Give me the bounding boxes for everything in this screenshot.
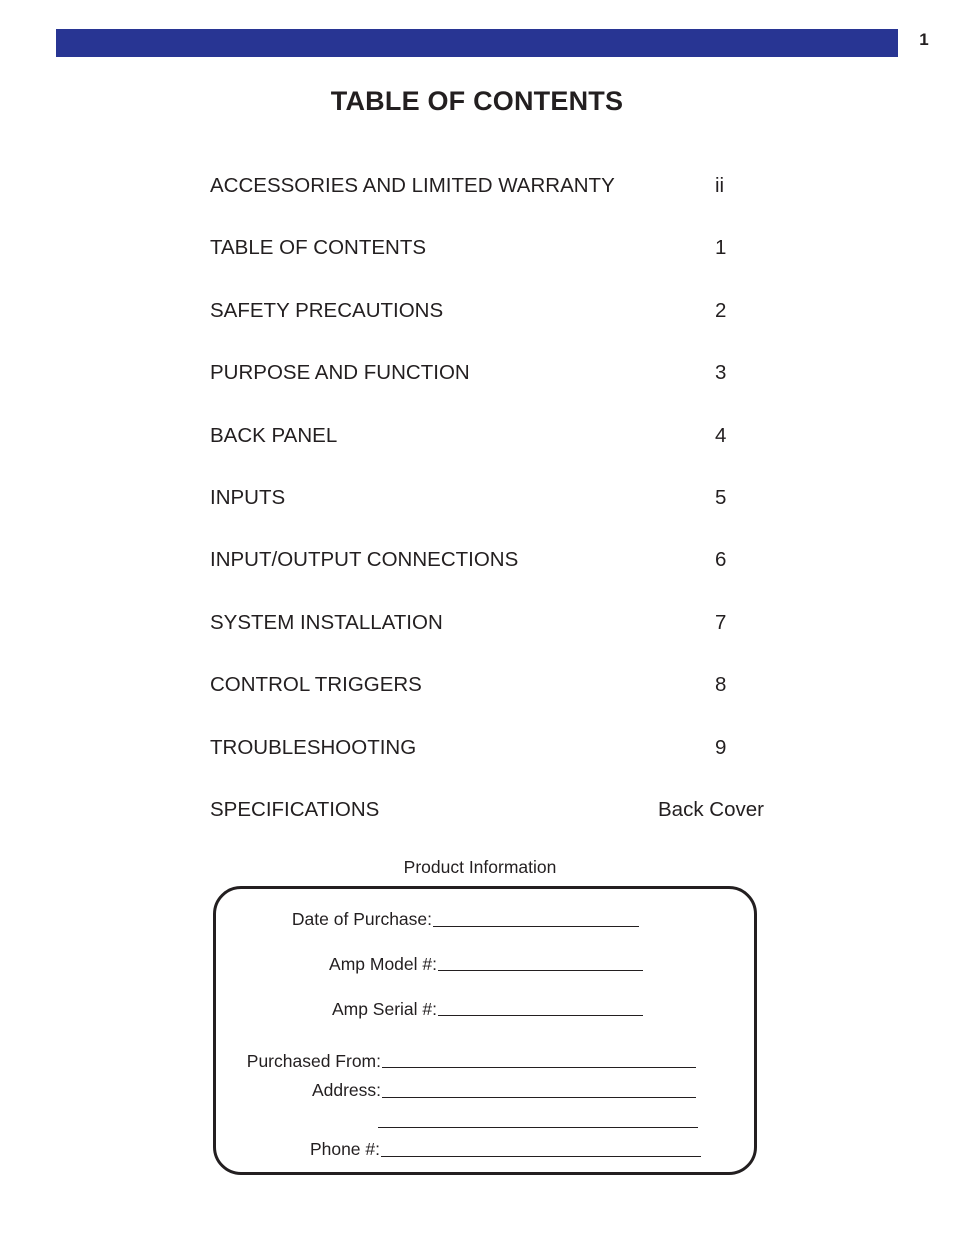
toc-entry: [210, 170, 790, 232]
toc-list: [210, 170, 790, 856]
toc-entry-label: CONTROL TRIGGERS: [210, 673, 422, 697]
toc-entry-page: 1: [715, 236, 727, 260]
toc-entry: [210, 482, 790, 544]
toc-entry-label: TROUBLESHOOTING: [210, 735, 417, 759]
toc-entry-page: 9: [715, 735, 727, 759]
amp-serial-line[interactable]: [438, 1015, 643, 1016]
page-title: TABLE OF CONTENTS: [330, 86, 624, 116]
toc-entry-label: SAFETY PRECAUTIONS: [210, 298, 444, 322]
amp-model-label: Amp Model #:: [329, 954, 437, 974]
amp-serial-field: [220, 999, 437, 1021]
date-of-purchase-label: Date of Purchase:: [291, 909, 432, 929]
toc-entry: [210, 420, 790, 482]
toc-entry-label: BACK PANEL: [210, 423, 338, 447]
toc-entry-page: Back Cover: [658, 797, 764, 821]
toc-entry: [210, 232, 790, 294]
toc-entry: [210, 669, 790, 731]
product-info-title: Product Information: [403, 857, 557, 877]
phone-label: Phone #:: [309, 1139, 380, 1159]
purchased-from-label: Purchased From:: [246, 1051, 381, 1071]
toc-entry: [210, 732, 790, 794]
toc-entry-page: 8: [715, 673, 727, 697]
amp-serial-label: Amp Serial #:: [331, 999, 437, 1019]
address-field: [220, 1080, 381, 1102]
toc-entry-page: 6: [715, 548, 727, 572]
toc-entry-page: 2: [715, 298, 727, 322]
toc-entry: [210, 357, 790, 419]
toc-entry-label: TABLE OF CONTENTS: [210, 236, 427, 260]
toc-entry-label: INPUTS: [210, 485, 286, 509]
phone-line[interactable]: [381, 1156, 701, 1157]
toc-entry-page: 7: [715, 610, 727, 634]
date-of-purchase-line[interactable]: [433, 926, 639, 927]
toc-entry-page: ii: [715, 174, 725, 197]
toc-entry: [210, 544, 790, 606]
toc-entry-page: 5: [715, 485, 727, 509]
address-label: Address:: [311, 1080, 381, 1100]
page-number: 1: [919, 30, 929, 49]
toc-entry-label: PURPOSE AND FUNCTION: [210, 361, 470, 385]
toc-entry-page: 4: [715, 423, 727, 447]
phone-field: [220, 1139, 380, 1161]
toc-entry-label: INPUT/OUTPUT CONNECTIONS: [210, 548, 519, 572]
toc-entry: [210, 794, 790, 856]
date-of-purchase-field: [220, 909, 432, 931]
toc-entry-label: SYSTEM INSTALLATION: [210, 610, 443, 634]
toc-entry-label: SPECIFICATIONS: [210, 797, 380, 821]
header-bar: [56, 29, 898, 57]
address-line-2[interactable]: [378, 1127, 698, 1128]
toc-entry-label: ACCESSORIES AND LIMITED WARRANTY: [210, 174, 615, 197]
address-line[interactable]: [382, 1097, 696, 1098]
amp-model-line[interactable]: [438, 970, 643, 971]
toc-entry: [210, 607, 790, 669]
amp-model-field: [220, 954, 437, 976]
toc-entry: [210, 295, 790, 357]
purchased-from-field: [220, 1051, 381, 1073]
toc-entry-page: 3: [715, 361, 727, 385]
purchased-from-line[interactable]: [382, 1067, 696, 1068]
